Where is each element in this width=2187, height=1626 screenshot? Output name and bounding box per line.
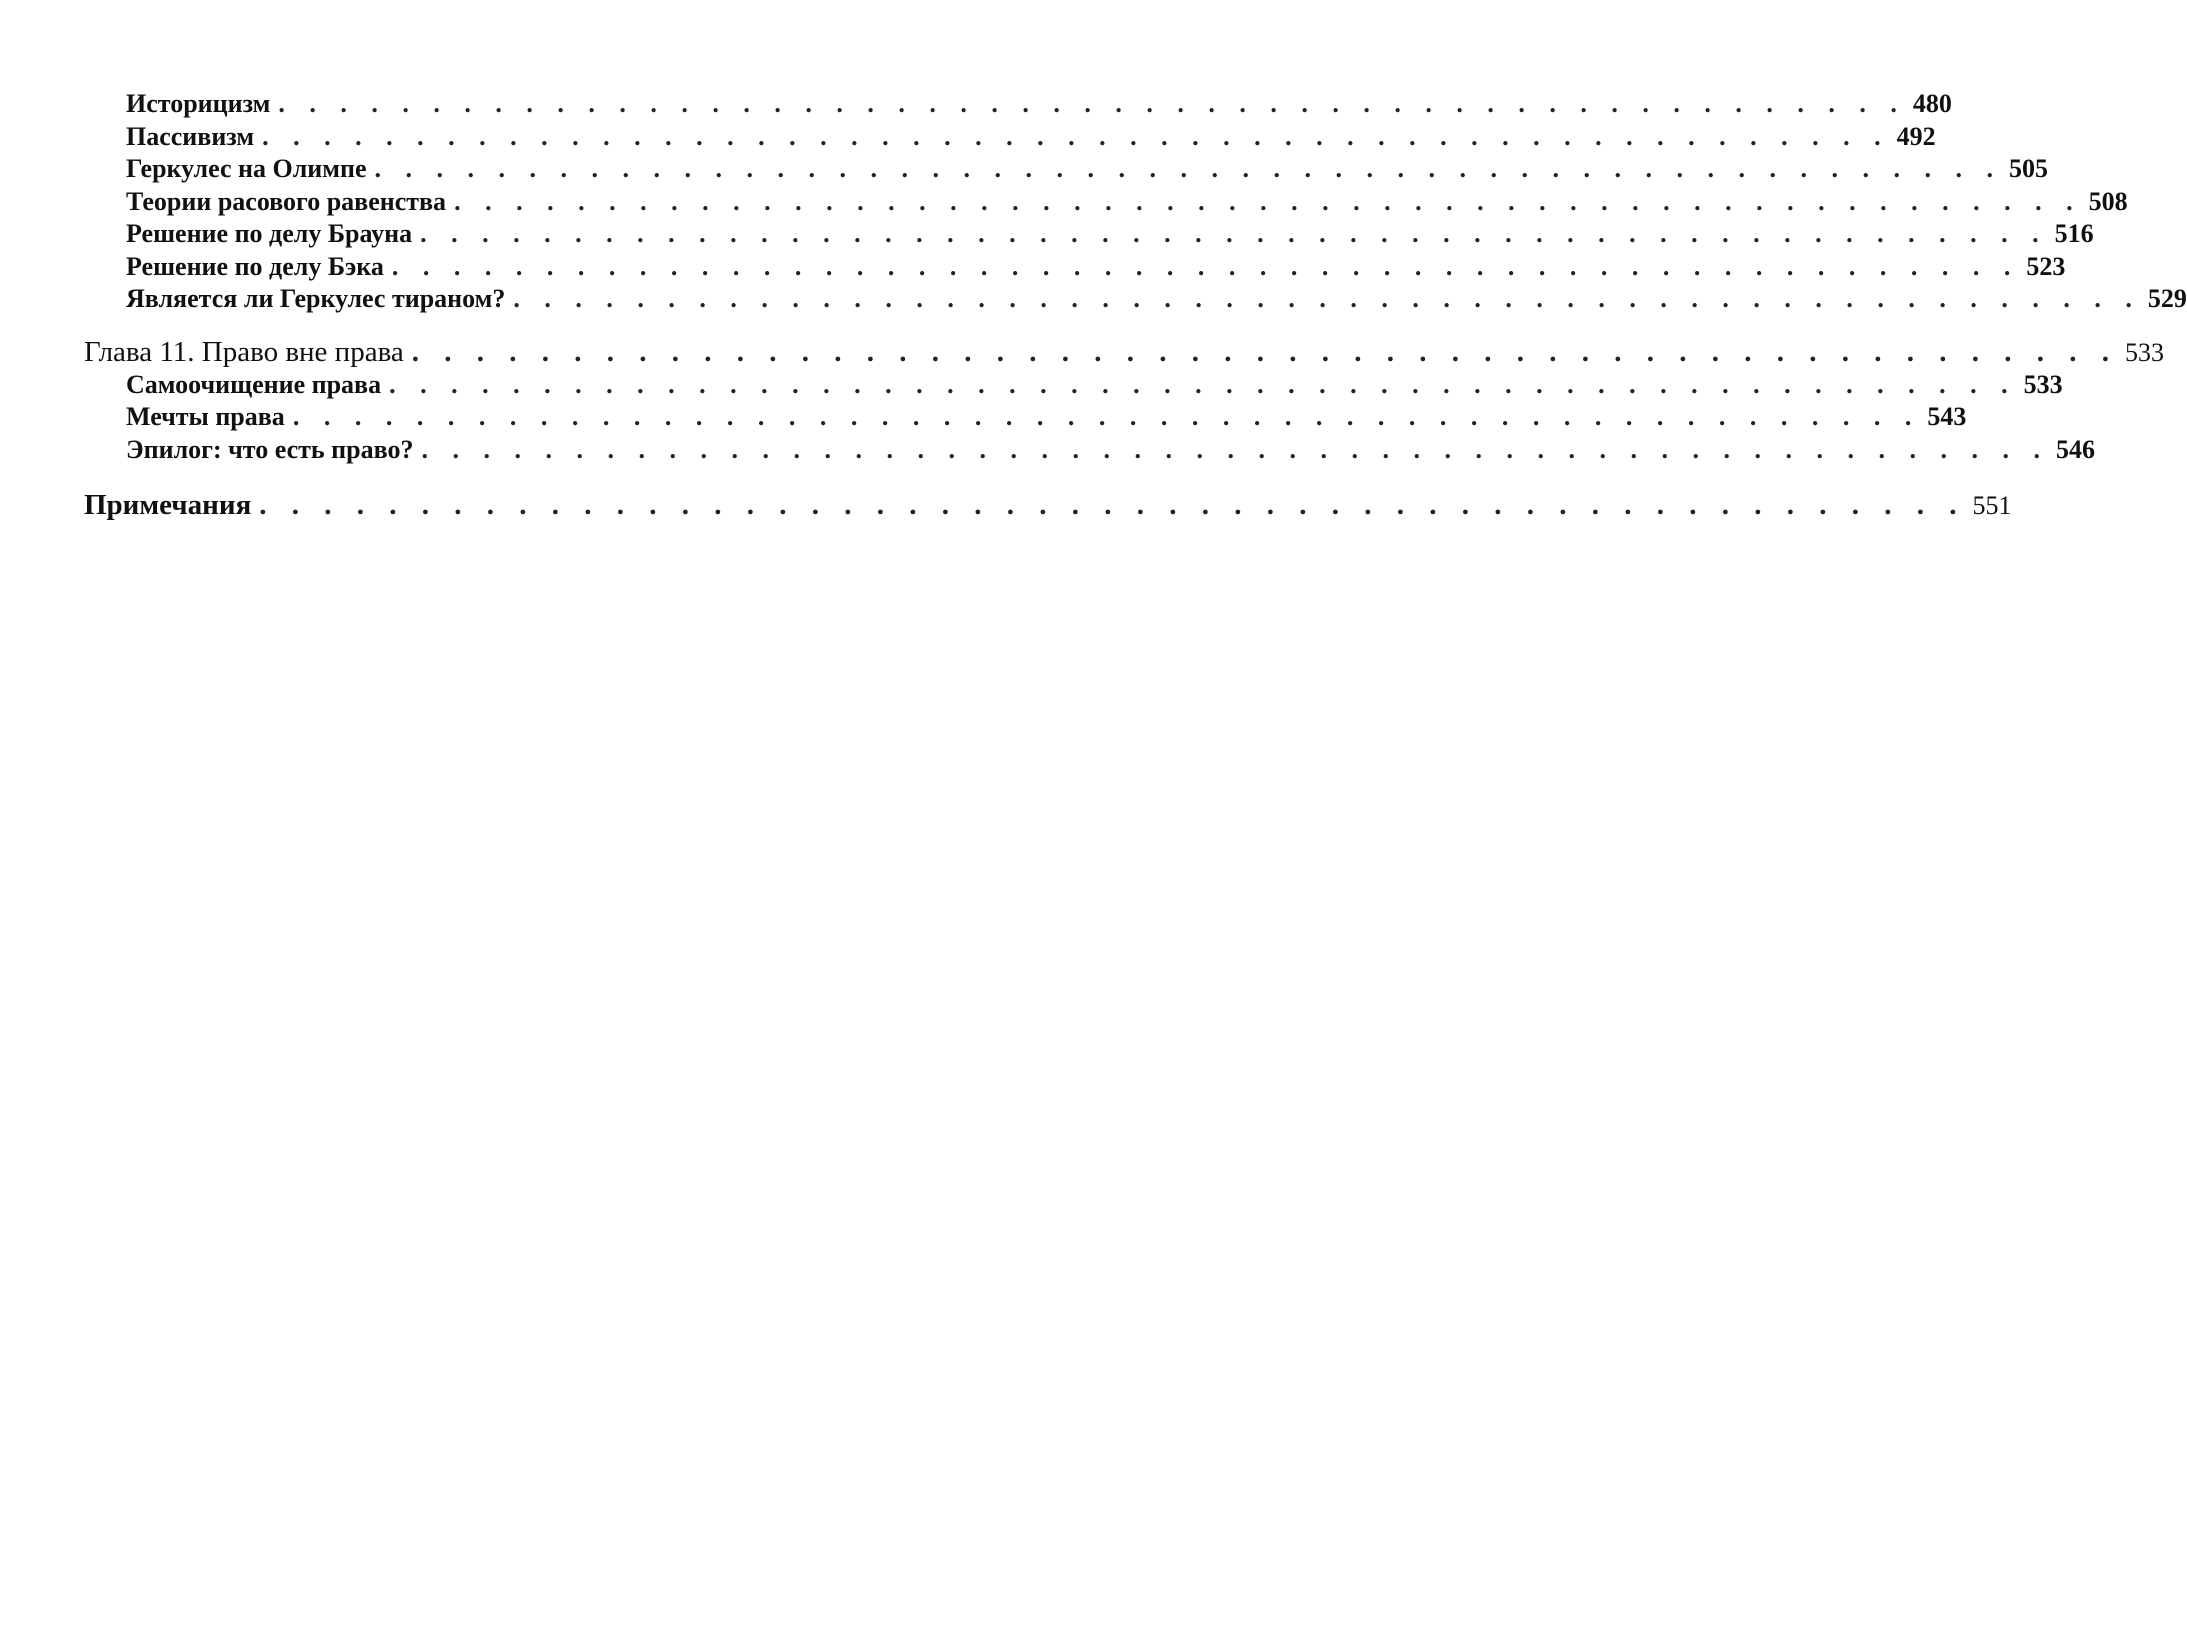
toc-entry-page: 529: [2147, 284, 2187, 313]
toc-entry-page: 543: [1927, 402, 1967, 431]
toc-entry-passivism[interactable]: [84, 121, 1936, 154]
toc-entry-page: 533: [2023, 369, 2063, 399]
toc-entry-page: 480: [1912, 89, 1952, 118]
toc-entry-brown-decision[interactable]: [84, 218, 2094, 251]
toc-notes-page: 551: [1972, 491, 2012, 520]
dot-leader: . . . . . . . . . . . . . . . . . . . . . . . . . . . . . . . . . . . . . . . . . . . . . . . . . . . . .: [259, 489, 1966, 521]
toc-entry-page: 508: [2088, 186, 2128, 216]
toc-chapter-11[interactable]: [84, 335, 2165, 369]
toc-entry-title: Теории расового равенства: [126, 186, 447, 216]
toc-entry-page: 546: [2055, 434, 2095, 464]
table-of-contents: [84, 88, 2187, 524]
toc-entry-title: Решение по делу Бэка: [126, 251, 384, 281]
dot-leader: . . . . . . . . . . . . . . . . . . . . . . . . . . . . . . . . . . . . . . . . . . . . . . . . . . . . .: [420, 219, 2048, 248]
dot-leader: . . . . . . . . . . . . . . . . . . . . . . . . . . . . . . . . . . . . . . . . . . . . . . . . . . . . .: [421, 434, 2049, 464]
toc-entry-bakke-decision[interactable]: [84, 251, 2066, 284]
spacer: [84, 466, 880, 486]
toc-entry-page: 516: [2054, 219, 2094, 248]
dot-leader: . . . . . . . . . . . . . . . . . . . . . . . . . . . . . . . . . . . . . . . . . . . . . . . . . . . . .: [278, 89, 1906, 118]
toc-entry-racial-equality[interactable]: [84, 186, 2128, 219]
dot-leader: . . . . . . . . . . . . . . . . . . . . . . . . . . . . . . . . . . . . . . . . . . . . . . . . . . . . .: [454, 186, 2082, 216]
toc-notes[interactable]: [84, 486, 2012, 524]
dot-leader: . . . . . . . . . . . . . . . . . . . . . . . . . . . . . . . . . . . . . . . . . . . . . . . . . . . . .: [262, 121, 1890, 151]
toc-entry-title: Историцизм: [126, 89, 271, 118]
toc-chapter-page: 533: [2125, 337, 2165, 367]
toc-entry-title: Самоочищение права: [126, 369, 382, 399]
toc-entry-hercules-tyrant[interactable]: [84, 283, 2187, 316]
toc-entry-title: Мечты права: [126, 402, 285, 431]
dot-leader: . . . . . . . . . . . . . . . . . . . . . . . . . . . . . . . . . . . . . . . . . . . . . . . . . . . . .: [374, 154, 2003, 183]
toc-entry-page: 523: [2026, 251, 2066, 281]
dot-leader: . . . . . . . . . . . . . . . . . . . . . . . . . . . . . . . . . . . . . . . . . . . . . . . . . . . . .: [513, 284, 2141, 313]
toc-entry-page: 505: [2009, 154, 2049, 183]
toc-entry-hercules-olympus[interactable]: [84, 153, 2049, 186]
dot-leader: . . . . . . . . . . . . . . . . . . . . . . . . . . . . . . . . . . . . . . . . . . . . . . . . . . . . .: [411, 335, 2119, 368]
toc-entry-dreams-of-law[interactable]: [84, 401, 1967, 434]
toc-entry-title: Геркулес на Олимпе: [126, 154, 367, 183]
dot-leader: . . . . . . . . . . . . . . . . . . . . . . . . . . . . . . . . . . . . . . . . . . . . . . . . . . . . .: [389, 369, 2017, 399]
toc-chapter-title: Глава 11. Право вне права: [84, 335, 404, 368]
toc-entry-title: Пассивизм: [126, 121, 255, 151]
toc-entry-historicism[interactable]: [84, 88, 1952, 121]
toc-entry-title: Является ли Геркулес тираном?: [126, 284, 506, 313]
toc-entry-epilogue[interactable]: [84, 434, 2095, 467]
toc-entry-self-purification[interactable]: [84, 369, 2063, 402]
toc-notes-title: Примечания: [84, 489, 252, 521]
toc-entry-page: 492: [1896, 121, 1936, 151]
spacer: [84, 316, 880, 336]
toc-entry-title: Эпилог: что есть право?: [126, 434, 414, 464]
toc-entry-title: Решение по делу Брауна: [126, 219, 413, 248]
dot-leader: . . . . . . . . . . . . . . . . . . . . . . . . . . . . . . . . . . . . . . . . . . . . . . . . . . . . .: [391, 251, 2020, 281]
dot-leader: . . . . . . . . . . . . . . . . . . . . . . . . . . . . . . . . . . . . . . . . . . . . . . . . . . . . .: [292, 402, 1921, 431]
